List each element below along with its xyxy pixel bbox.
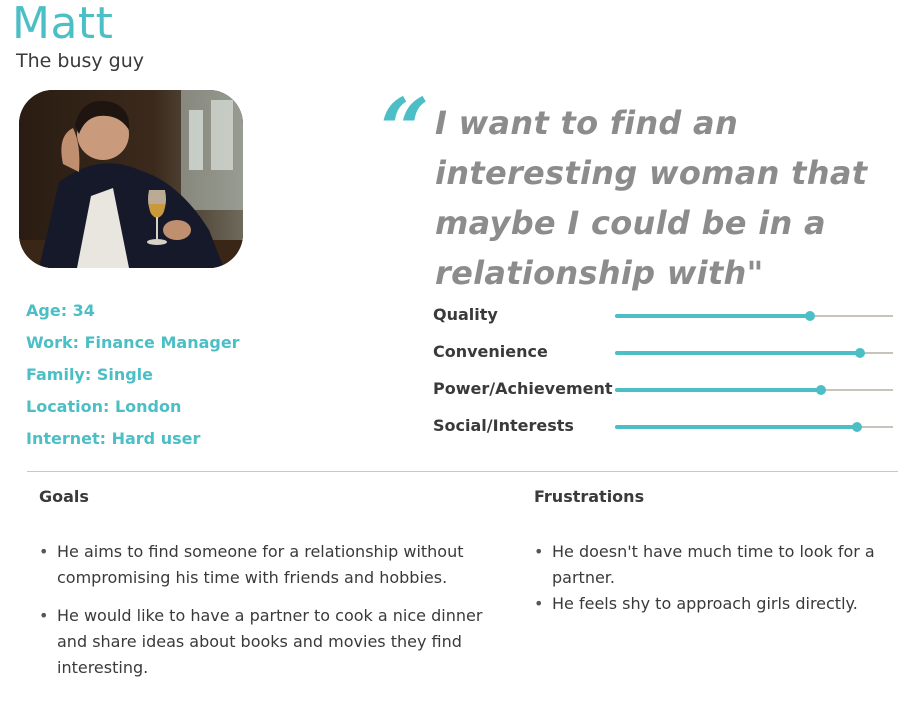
- fact-age: Age: 34: [26, 301, 95, 320]
- trait-track: [615, 389, 893, 391]
- trait-handle: [816, 385, 826, 395]
- persona-quote: I want to find an interesting woman that maybe I could be in a relationship with": [435, 104, 868, 292]
- goal-item: • He would like to have a partner to cook a nice dinner and share ideas about books and movies they find interesting.: [39, 603, 499, 681]
- trait-convenience: [433, 342, 895, 379]
- fact-location: Location: London: [26, 397, 182, 416]
- trait-handle: [805, 311, 815, 321]
- trait-track: [615, 352, 893, 354]
- fact-family: Family: Single: [26, 365, 154, 384]
- motivation-sliders: [433, 305, 895, 453]
- trait-track: [615, 426, 893, 428]
- trait-social-interests: [433, 416, 895, 453]
- section-divider: [27, 471, 898, 472]
- fact-internet: Internet: Hard user: [26, 429, 201, 448]
- fact-work: Work: Finance Manager: [26, 333, 240, 352]
- persona-name: Matt: [12, 0, 114, 49]
- frustrations-section: [534, 487, 909, 617]
- frustrations-list: [534, 539, 909, 617]
- trait-handle: [852, 422, 862, 432]
- frustrations-title: Frustrations: [534, 487, 645, 506]
- trait-fill: [615, 351, 860, 355]
- trait-label: Quality: [433, 305, 498, 324]
- trait-track: [615, 315, 893, 317]
- trait-label: Convenience: [433, 342, 548, 361]
- goals-title: Goals: [39, 487, 89, 506]
- trait-fill: [615, 314, 810, 318]
- quote-mark: “: [380, 80, 430, 181]
- trait-label: Social/Interests: [433, 416, 574, 435]
- goal-item: • He aims to find someone for a relationship without compromising his time with friends and hobbies.: [39, 539, 499, 591]
- persona-photo-illustration: [19, 90, 243, 268]
- trait-fill: [615, 425, 857, 429]
- trait-quality: [433, 305, 895, 342]
- goals-list: [39, 539, 499, 681]
- persona-facts: [26, 300, 240, 460]
- persona-tagline: The busy guy: [16, 50, 145, 72]
- persona-photo: [19, 90, 243, 268]
- trait-handle: [855, 348, 865, 358]
- trait-power-achievement: [433, 379, 895, 416]
- goals-section: [39, 487, 499, 693]
- trait-label: Power/Achievement: [433, 379, 613, 398]
- frustration-item: • He doesn't have much time to look for a partner.: [534, 539, 909, 591]
- frustration-item: • He feels shy to approach girls directly.: [534, 591, 909, 617]
- trait-fill: [615, 388, 821, 392]
